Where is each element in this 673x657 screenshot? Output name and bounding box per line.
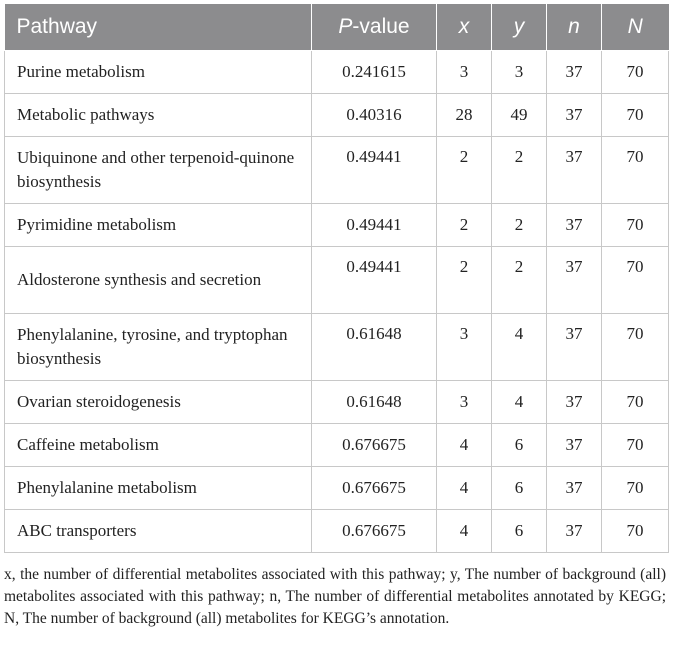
cell-N: 70	[602, 467, 669, 510]
cell-pathway: Phenylalanine, tyrosine, and tryptophan biosynthesis	[5, 314, 312, 381]
cell-y: 4	[492, 314, 547, 381]
cell-x: 4	[437, 467, 492, 510]
cell-pvalue: 0.676675	[312, 510, 437, 553]
cell-pathway: Aldosterone synthesis and secretion	[5, 247, 312, 314]
cell-pvalue: 0.676675	[312, 467, 437, 510]
cell-n: 37	[547, 247, 602, 314]
cell-N: 70	[602, 381, 669, 424]
cell-x: 4	[437, 424, 492, 467]
cell-pathway: Pyrimidine metabolism	[5, 204, 312, 247]
table-header-row	[5, 4, 669, 51]
cell-pathway: Ovarian steroidogenesis	[5, 381, 312, 424]
cell-pvalue: 0.241615	[312, 51, 437, 94]
header-pathway: Pathway	[5, 4, 312, 51]
header-y: y	[492, 4, 547, 51]
table-row	[5, 314, 669, 381]
cell-x: 2	[437, 204, 492, 247]
cell-y: 2	[492, 247, 547, 314]
cell-pvalue: 0.49441	[312, 137, 437, 204]
cell-pathway: Purine metabolism	[5, 51, 312, 94]
pathway-enrichment-table	[4, 4, 669, 553]
cell-N: 70	[602, 314, 669, 381]
cell-y: 6	[492, 467, 547, 510]
cell-pathway: Metabolic pathways	[5, 94, 312, 137]
cell-n: 37	[547, 94, 602, 137]
cell-pvalue: 0.676675	[312, 424, 437, 467]
pathway-table-container	[4, 4, 668, 553]
table-row	[5, 94, 669, 137]
header-n: n	[547, 4, 602, 51]
cell-N: 70	[602, 204, 669, 247]
cell-x: 3	[437, 51, 492, 94]
table-row	[5, 137, 669, 204]
cell-x: 3	[437, 381, 492, 424]
cell-pvalue: 0.61648	[312, 381, 437, 424]
cell-pathway: ABC transporters	[5, 510, 312, 553]
table-row	[5, 510, 669, 553]
cell-n: 37	[547, 424, 602, 467]
header-N: N	[602, 4, 669, 51]
table-row	[5, 381, 669, 424]
cell-n: 37	[547, 51, 602, 94]
cell-n: 37	[547, 381, 602, 424]
cell-pvalue: 0.61648	[312, 314, 437, 381]
table-footnote: x, the number of differential metabolites associated with this pathway; y, The number of background (all) metabolites associated with this pathway; n, The number of differential metabolites annotated by KEGG; N, The number of background (all) metabolites for KEGG’s annotation.	[4, 566, 666, 627]
header-pvalue: P-value	[312, 4, 437, 51]
cell-n: 37	[547, 510, 602, 553]
cell-N: 70	[602, 137, 669, 204]
cell-N: 70	[602, 247, 669, 314]
cell-y: 6	[492, 510, 547, 553]
header-x: x	[437, 4, 492, 51]
table-row	[5, 467, 669, 510]
cell-N: 70	[602, 94, 669, 137]
table-row	[5, 247, 669, 314]
table-row	[5, 51, 669, 94]
cell-x: 4	[437, 510, 492, 553]
cell-x: 2	[437, 247, 492, 314]
cell-pathway: Caffeine metabolism	[5, 424, 312, 467]
cell-y: 2	[492, 204, 547, 247]
cell-N: 70	[602, 424, 669, 467]
table-row	[5, 424, 669, 467]
cell-pvalue: 0.49441	[312, 247, 437, 314]
cell-n: 37	[547, 314, 602, 381]
cell-y: 4	[492, 381, 547, 424]
cell-y: 2	[492, 137, 547, 204]
cell-n: 37	[547, 467, 602, 510]
cell-y: 3	[492, 51, 547, 94]
cell-x: 3	[437, 314, 492, 381]
cell-pathway: Phenylalanine metabolism	[5, 467, 312, 510]
cell-n: 37	[547, 137, 602, 204]
cell-N: 70	[602, 510, 669, 553]
cell-x: 2	[437, 137, 492, 204]
table-row	[5, 204, 669, 247]
cell-pathway: Ubiquinone and other terpenoid-quinone biosynthesis	[5, 137, 312, 204]
cell-N: 70	[602, 51, 669, 94]
cell-n: 37	[547, 204, 602, 247]
cell-pvalue: 0.49441	[312, 204, 437, 247]
cell-y: 6	[492, 424, 547, 467]
cell-x: 28	[437, 94, 492, 137]
cell-y: 49	[492, 94, 547, 137]
cell-pvalue: 0.40316	[312, 94, 437, 137]
